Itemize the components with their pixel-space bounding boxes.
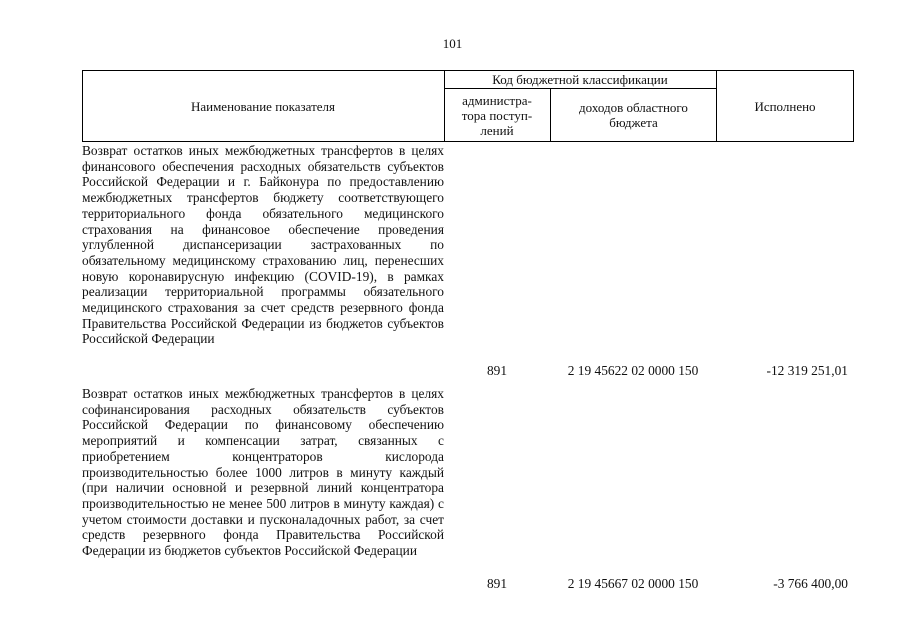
row-executed: -12 319 251,01 <box>766 363 848 379</box>
row-code: 2 19 45622 02 0000 150 <box>567 363 699 379</box>
row-name: Возврат остатков иных межбюджетных трансфертов в целях софинансирования расходных обязательств субъектов Российской Федерации по финансовому обеспечению мероприятий и компенсации затрат, связанных с приобретением концентраторов кислорода производительностью более 1000 литров в минуту каждый (при наличии основной и резервной линий концентратора производительностью не менее 500 литров в минуту каждая) с учетом стоимости доставки и пусконаладочных работ, за счет средств резервного фонда Правительства Российской Федерации из бюджетов субъектов Российской Федерации <box>82 386 444 559</box>
header-admin: администра- тора поступ- лений <box>461 92 533 138</box>
row-executed: -3 766 400,00 <box>773 576 848 592</box>
table-row <box>82 143 854 379</box>
header-name: Наименование показателя <box>190 98 336 114</box>
header-code-group: Код бюджетной классификации <box>492 71 668 87</box>
page-number: 101 <box>442 36 463 51</box>
table-header <box>82 70 854 142</box>
row-code: 2 19 45667 02 0000 150 <box>567 576 699 592</box>
row-name: Возврат остатков иных межбюджетных трансфертов в целях финансового обеспечения расходных обязательств субъектов Российской Федерации и г. Байконура по предоставлению межбюджетных трансфертов бюджету соответствующего территориального фонда обязательного медицинского страхования на финансовое обеспечение проведения углубленной диспансеризации застрахованных по обязательному медицинскому страхованию лиц, перенесших новую коронавирусную инфекцию (COVID-19), в рамках реализации территориальной программы обязательного медицинского страхования за счет средств резервного фонда Правительства Российской Федерации из бюджетов субъектов Российской Федерации <box>82 143 444 347</box>
row-admin: 891 <box>486 363 508 379</box>
row-admin: 891 <box>486 576 508 592</box>
header-income: доходов областного бюджета <box>579 100 688 130</box>
table-row <box>82 386 854 592</box>
header-executed: Исполнено <box>754 98 816 114</box>
